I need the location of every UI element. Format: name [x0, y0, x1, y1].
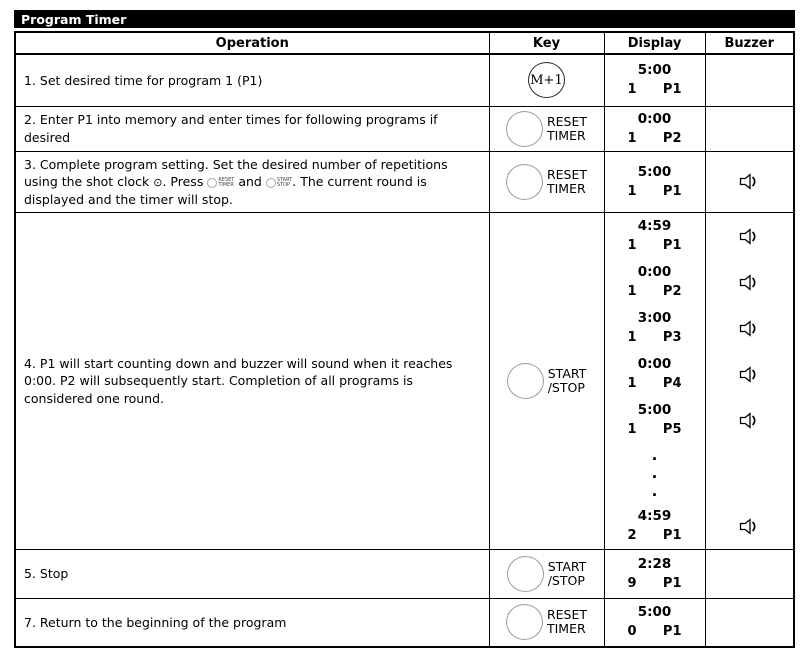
display-round: 1	[627, 330, 637, 345]
display-program: P1	[662, 183, 682, 199]
table-body	[15, 54, 794, 647]
table-row	[15, 550, 794, 599]
display-program: P4	[662, 376, 682, 391]
key-cell	[489, 599, 604, 647]
speaker-icon	[739, 320, 760, 337]
display-time: 5:00	[637, 604, 672, 621]
buzzer-cell	[705, 151, 794, 213]
display-program: P1	[662, 576, 682, 591]
key-cell	[489, 213, 604, 550]
display-round: 1	[627, 238, 637, 253]
display-cell	[604, 106, 705, 151]
display-time: 4:59	[637, 218, 672, 234]
display-entry	[605, 162, 705, 202]
column-header-operation: Operation	[15, 32, 489, 54]
operation-cell: 7. Return to the beginning of the program	[15, 599, 489, 647]
key-reset-timer	[490, 111, 604, 147]
display-round: 2	[627, 528, 637, 543]
display-round-program	[628, 374, 682, 394]
display-round-program	[628, 182, 682, 202]
display-time: 4:59	[637, 508, 672, 524]
display-cell	[604, 213, 705, 550]
speaker-icon	[739, 228, 760, 245]
display-round: 1	[627, 130, 637, 146]
display-cell	[604, 54, 705, 106]
shot-clock-icon: ⊙	[153, 176, 163, 189]
display-round-program	[628, 129, 682, 149]
display-round-program	[628, 236, 682, 256]
key-start-stop	[490, 363, 604, 399]
start-stop-button	[507, 556, 544, 592]
display-program: P3	[662, 330, 682, 345]
mini-start-stop-button-circle	[266, 178, 276, 188]
buzzer-cell	[705, 54, 794, 106]
display-program: P5	[662, 422, 682, 437]
display-round-program	[628, 282, 682, 302]
display-round-program	[628, 574, 682, 594]
table-row	[15, 213, 794, 550]
reset-timer-button	[506, 111, 543, 147]
section-title: Program Timer	[21, 12, 127, 27]
speaker-icon	[739, 366, 760, 383]
ellipsis-dots: . . .	[651, 446, 658, 500]
display-round: 9	[627, 576, 637, 591]
display-program: P2	[662, 130, 682, 146]
display-entry	[605, 602, 705, 642]
key-reset-timer	[490, 164, 604, 200]
display-entry	[605, 305, 705, 351]
display-entry	[605, 503, 705, 549]
buzzer-icon-block	[706, 213, 794, 259]
table-row	[15, 106, 794, 151]
buzzer-cell	[705, 550, 794, 599]
key-cell	[489, 54, 604, 106]
speaker-icon	[739, 518, 760, 535]
display-cell	[604, 151, 705, 213]
display-entry	[605, 351, 705, 397]
key-reset-timer	[490, 604, 604, 640]
buzzer-icon-block	[706, 305, 794, 351]
table-row	[15, 599, 794, 647]
display-entry	[605, 60, 705, 100]
display-round: 1	[627, 376, 637, 391]
display-time: 0:00	[637, 110, 672, 127]
table-row	[15, 151, 794, 213]
display-cell	[604, 599, 705, 647]
display-entry	[605, 259, 705, 305]
operation-cell: 4. P1 will start counting down and buzzer will sound when it reaches 0:00. P2 will subsequently start. Completion of all programs is considered one round.	[15, 213, 489, 550]
speaker-icon	[739, 274, 760, 291]
speaker-icon	[739, 412, 760, 429]
column-header-key: Key	[489, 32, 604, 54]
display-program: P1	[662, 528, 682, 543]
display-round-program	[628, 420, 682, 440]
section-title-bar	[14, 10, 795, 28]
display-round: 1	[627, 82, 637, 98]
display-time: 5:00	[637, 402, 672, 418]
mini-start-stop-button	[266, 178, 292, 188]
mini-reset-timer-button	[207, 178, 234, 188]
mini-reset-timer-button-circle	[207, 178, 217, 188]
display-entry	[605, 213, 705, 259]
display-program: P1	[662, 82, 682, 98]
display-entry	[605, 109, 705, 149]
buzzer-cell	[705, 599, 794, 647]
table-row	[15, 54, 794, 106]
display-program: P2	[662, 284, 682, 299]
display-entry	[605, 397, 705, 443]
display-round-program	[628, 622, 682, 642]
buzzer-spacer	[706, 443, 794, 503]
key-m-plus-1	[490, 62, 604, 98]
buzzer-icon-block	[706, 503, 794, 549]
display-program: P1	[662, 238, 682, 253]
mini-reset-timer-button-label: RESET TIMER	[218, 176, 235, 188]
display-round: 1	[627, 284, 637, 299]
buzzer-cell	[705, 106, 794, 151]
column-header-display: Display	[604, 32, 705, 54]
key-cell	[489, 106, 604, 151]
operation-cell: 3. Complete program setting. Set the desired number of repetitions using the shot clock ⊙. Press RESET TIMER and START STOP . The current round is displayed and the timer will stop.	[15, 151, 489, 213]
display-time: 0:00	[637, 356, 672, 372]
key-cell	[489, 151, 604, 213]
start-stop-button	[507, 363, 544, 399]
display-time: 5:00	[637, 163, 672, 180]
display-round-program	[628, 80, 682, 100]
display-round-program	[628, 328, 682, 348]
reset-timer-label: RESET TIMER	[546, 113, 588, 143]
display-program: P1	[662, 624, 682, 640]
display-cell	[604, 550, 705, 599]
start-stop-label: START /STOP	[547, 366, 587, 395]
buzzer-cell	[705, 213, 794, 550]
reset-timer-button	[506, 604, 543, 640]
buzzer-icon-block	[706, 351, 794, 397]
m-plus-1-button: M+1	[528, 62, 565, 98]
table-header-row	[15, 32, 794, 54]
start-stop-label: START /STOP	[547, 559, 587, 588]
display-round: 0	[627, 624, 637, 640]
column-header-buzzer: Buzzer	[705, 32, 794, 54]
display-time: 0:00	[637, 264, 672, 280]
reset-timer-label: RESET TIMER	[546, 607, 588, 637]
display-round: 1	[627, 422, 637, 437]
display-round: 1	[627, 183, 637, 199]
display-time: 2:28	[637, 556, 672, 572]
reset-timer-button	[506, 164, 543, 200]
key-cell	[489, 550, 604, 599]
buzzer-icon-block	[706, 397, 794, 443]
speaker-icon	[739, 173, 760, 190]
operation-cell: 5. Stop	[15, 550, 489, 599]
display-time: 3:00	[637, 310, 672, 326]
buzzer-icon-block	[706, 173, 794, 190]
operation-cell: 2. Enter P1 into memory and enter times for following programs if desired	[15, 106, 489, 151]
buzzer-icon-block	[706, 259, 794, 305]
manual-page	[14, 10, 795, 648]
operation-cell: 1. Set desired time for program 1 (P1)	[15, 54, 489, 106]
display-time: 5:00	[637, 62, 672, 79]
mini-start-stop-button-label: START STOP	[276, 176, 293, 188]
display-entry	[605, 554, 705, 594]
reset-timer-label: RESET TIMER	[546, 166, 588, 196]
key-start-stop	[490, 556, 604, 592]
program-timer-table	[14, 31, 795, 648]
display-round-program	[628, 526, 682, 546]
